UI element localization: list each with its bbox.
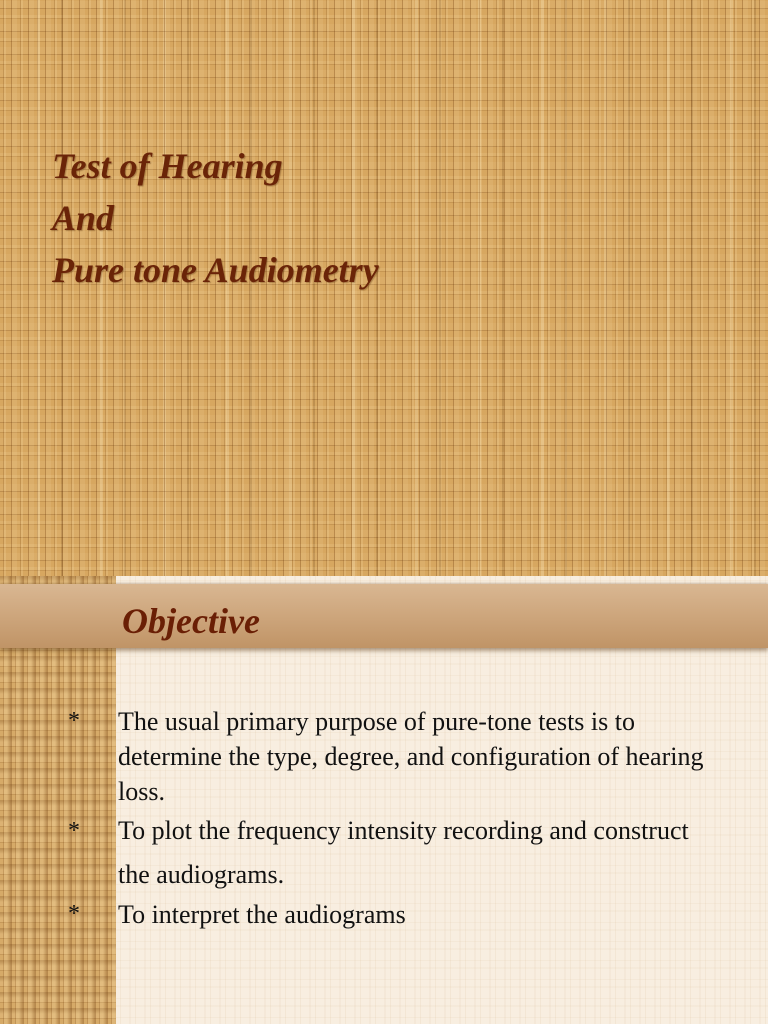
slide-title [52,140,379,296]
bullet-asterisk: * [68,708,80,734]
section-heading: Objective [122,601,260,641]
objective-list [0,704,768,932]
bullet-asterisk: * [68,818,80,844]
list-item [0,897,768,932]
bullet-asterisk: * [68,901,80,927]
bullet-text: To plot the frequency intensity recording and construct the audiograms. [118,816,689,889]
heading-bar [0,584,768,648]
bullet-text: To interpret the audiograms [118,900,406,929]
title-line-1: Test of Hearing [52,146,283,186]
list-item [0,809,768,897]
list-item [0,704,768,809]
title-line-3: Pure tone Audiometry [52,250,379,290]
objective-slide [0,576,768,1024]
bullet-text: The usual primary purpose of pure-tone tests is to determine the type, degree, and configuration of hearing loss. [118,707,704,806]
title-line-2: And [52,198,115,238]
